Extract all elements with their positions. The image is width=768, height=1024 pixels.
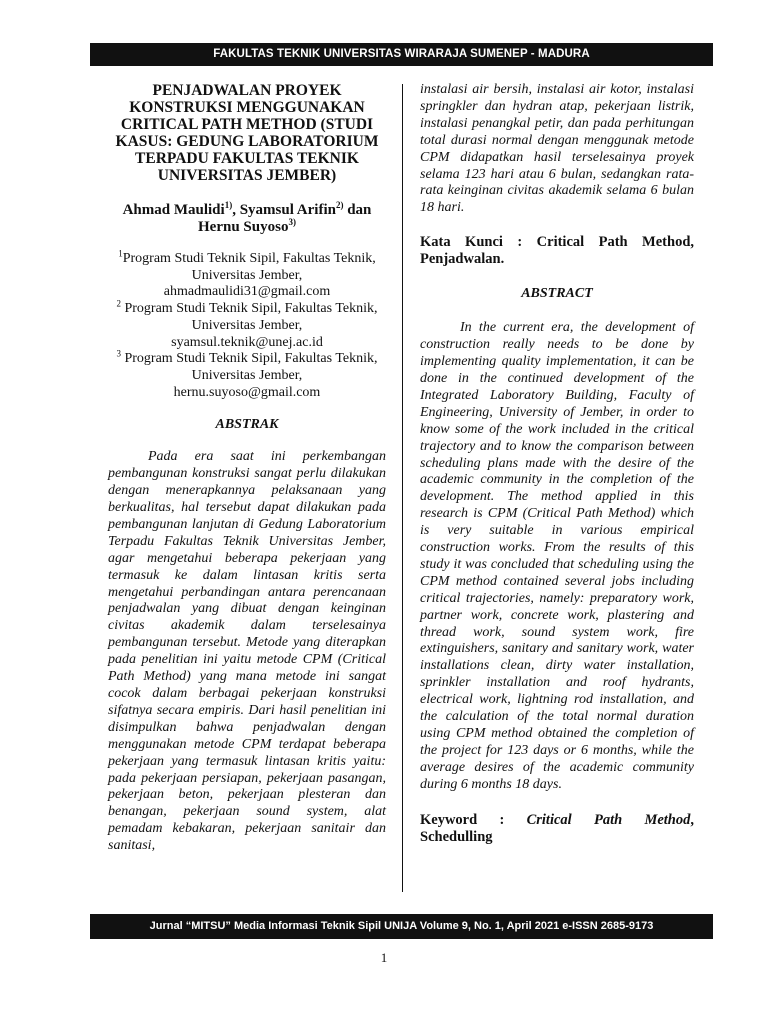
affiliation-3: [108, 348, 386, 401]
author-separator: dan: [343, 202, 372, 218]
affiliation-email: hernu.suyoso@gmail.com: [173, 384, 321, 400]
left-column: [108, 82, 386, 855]
right-column: [420, 82, 694, 846]
author-separator: ,: [232, 202, 240, 218]
author-name: Syamsul Arifin: [239, 202, 336, 218]
affiliation-number: 2: [116, 298, 121, 309]
affiliation-email: syamsul.teknik@unej.ac.id: [171, 334, 323, 350]
author-list: [108, 202, 386, 236]
journal-footer-banner: Jurnal “MITSU” Media Informasi Teknik Sipil UNIJA Volume 9, No. 1, April 2021 e-ISSN 2685-9173: [90, 914, 713, 939]
author-sup: 2): [335, 200, 344, 210]
keyword-italic-term: Critical Path Method: [526, 811, 691, 828]
kata-kunci-terms: Critical Path Method, Penjadwalan.: [420, 234, 695, 268]
abstract-body: In the current era, the development of construction really needs to be done by implementing quality implementation, it can be done in the continued development of the Integrated Laboratory Building, Faculty of Engineering, University of Jember, in order to know some of the work included in the critical trajectory and to know the comparison between scheduling plans made with the desire of the academic community in the completion of the development. The method applied in this research is CPM (Critical Path Method) which is very suitable in various empirical construction works. From the results of this study it was concluded that scheduling using the CPM method contained several jobs including critical trajectories, namely: preparatory work, partner work, concrete work, plastering and thread work, sound system work, fire extinguishers, sanitary and sanitary work, water installations clean, dirty water installation, sprinkler installation and roof hydrants, electrical work, lightning rod installation, and the calculation of the total normal duration using CPM method obtained the completion of the project for 123 days or 6 months, while the average desires of the academic community during 6 months 18 days.: [420, 320, 694, 792]
kata-kunci: [420, 234, 694, 268]
affiliation-text: Program Studi Teknik Sipil, Fakultas Teknik, Universitas Jember,: [120, 351, 378, 383]
keyword-rest: , Schedulling: [420, 811, 694, 845]
journal-header-banner: FAKULTAS TEKNIK UNIVERSITAS WIRARAJA SUMENEP - MADURA: [90, 43, 713, 66]
paper-title: PENJADWALAN PROYEK KONSTRUKSI MENGGUNAKAN CRITICAL PATH METHOD (STUDI KASUS: GEDUNG LABORATORIUM TERPADU FAKULTAS TEKNIK UNIVERSITAS JEMBER): [115, 82, 379, 184]
abstrak-body-continued: instalasi air bersih, instalasi air kotor, instalasi springkler dan hydran atap, pekerjaan listrik, instalasi penangkal petir, dan pada perhitungan total durasi normal dengan menggunak metode CPM didapatkan hasil terselesainya proyek selama 123 hari atau 6 bulan, sedangkan rata-rata keinginan civitas akademik selama 6 bulan 18 hari.: [420, 82, 694, 216]
affiliations: [108, 248, 386, 401]
keyword-label: Keyword :: [420, 811, 505, 828]
affiliation-2: [108, 298, 386, 351]
kata-kunci-label: Kata Kunci :: [420, 234, 523, 251]
abstrak-body: Pada era saat ini perkembangan pembangunan konstruksi sangat perlu dilakukan dengan menerapkannya pelaksanaan yang berkualitas, hal tersebut dapat dilakukan pada pembangunan lanjutan di Gedung Laboratorium Terpadu Fakultas Teknik Universitas Jember, agar mengetahui beberapa pekerjaan yang termasuk ke dalam lintasan kritis serta mengetahui perbandingan antara perencanaan penjadwalan yang dibuat dengan keinginan civitas akademik dalam terselesainya pembangunan tersebut. Metode yang diterapkan pada penelitian ini yaitu metode CPM (Critical Path Method) yang mana metode ini sangat cocok dalam berbagai pekerjaan konstruksi sifatnya secara empiris. Dari hasil penelitian ini disimpulkan bahwa penjadwalan dengan menggunakan metode CPM terdapat beberapa pekerjaan yang termasuk lintasan kritis yaitu: pada pekerjaan persiapan, pekerjaan pasangan, pekerjaan beton, pekerjaan plesteran dan benangan, pekerjaan sound system, alat pemadam kebakaran, pekerjaan sanitair dan sanitasi,: [108, 449, 386, 854]
author-name: Hernu Suyoso: [198, 219, 289, 235]
affiliation-1: [108, 248, 386, 301]
affiliation-number: 3: [116, 348, 121, 359]
affiliation-text: Program Studi Teknik Sipil, Fakultas Teknik, Universitas Jember,: [122, 251, 376, 283]
affiliation-number: 1: [118, 248, 123, 259]
affiliation-email: ahmadmaulidi31@gmail.com: [163, 284, 331, 300]
column-divider: [402, 84, 403, 892]
author-sup: 3): [288, 217, 296, 227]
page-number: 1: [380, 950, 388, 965]
affiliation-text: Program Studi Teknik Sipil, Fakultas Teknik, Universitas Jember,: [120, 301, 378, 333]
author-sup: 1): [224, 200, 233, 210]
abstrak-heading: ABSTRAK: [215, 417, 279, 433]
keywords: [420, 812, 694, 846]
author-name: Ahmad Maulidi: [122, 202, 225, 218]
abstract-heading: ABSTRACT: [521, 286, 593, 302]
